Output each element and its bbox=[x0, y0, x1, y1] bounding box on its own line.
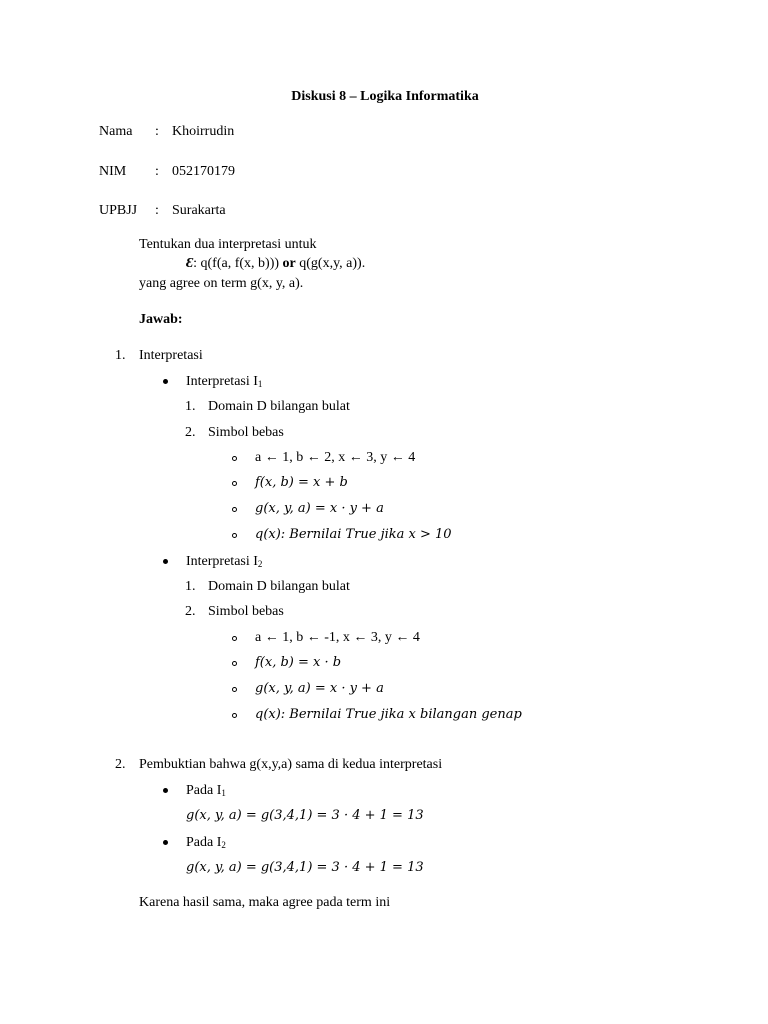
bullet-icon bbox=[163, 788, 168, 793]
interp2-label-text: Interpretasi I bbox=[186, 554, 258, 569]
interp1-sub1: a ← 1, b ← 2, x ← 3, y ← 4 bbox=[255, 450, 416, 465]
interp2-subscript: 2 bbox=[257, 559, 263, 569]
section1-number: 1. bbox=[115, 348, 126, 363]
pada2-equation: g(x, y, a) = g(3,4,1) = 3 · 4 + 1 = 13 bbox=[186, 860, 424, 875]
answer-label: Jawab: bbox=[139, 312, 183, 327]
circle-bullet-icon bbox=[232, 636, 237, 641]
circle-bullet-icon bbox=[232, 507, 237, 512]
circle-bullet-icon bbox=[232, 481, 237, 486]
formula-or: or bbox=[282, 256, 296, 271]
interp1-item1: Domain D bilangan bulat bbox=[208, 399, 350, 414]
nim-value: 052170179 bbox=[172, 164, 235, 179]
pada1-subscript: 1 bbox=[221, 788, 226, 798]
circle-bullet-icon bbox=[232, 661, 237, 666]
nama-label: Nama bbox=[99, 124, 133, 139]
interp1-item1-number: 1. bbox=[185, 399, 196, 414]
pada2-subscript: 2 bbox=[221, 840, 226, 850]
interp2-sub4: q(x): Bernilai True jika x bilangan genap bbox=[255, 707, 522, 722]
interp2-sub1: a ← 1, b ← -1, x ← 3, y ← 4 bbox=[255, 630, 420, 645]
formula-part2: q(g(x,y, a)). bbox=[295, 256, 366, 271]
circle-bullet-icon bbox=[232, 456, 237, 461]
question-formula bbox=[186, 255, 365, 273]
interp2-sub3: g(x, y, a) = x · y + a bbox=[255, 681, 384, 696]
upbjj-label: UPBJJ bbox=[99, 203, 138, 218]
interp2-item1: Domain D bilangan bulat bbox=[208, 579, 350, 594]
upbjj-colon: : bbox=[155, 203, 159, 218]
interp1-item2: Simbol bebas bbox=[208, 425, 284, 440]
page-title: Diskusi 8 – Logika Informatika bbox=[291, 89, 479, 104]
pada1-equation: g(x, y, a) = g(3,4,1) = 3 · 4 + 1 = 13 bbox=[186, 808, 424, 823]
interp2-item1-number: 1. bbox=[185, 579, 196, 594]
interp2-item2-number: 2. bbox=[185, 604, 196, 619]
interp1-label bbox=[186, 373, 262, 391]
bullet-icon bbox=[163, 840, 168, 845]
section1-title: Interpretasi bbox=[139, 348, 203, 363]
interp1-sub4: q(x): Bernilai True jika x > 10 bbox=[255, 527, 452, 542]
interp1-label-text: Interpretasi I bbox=[186, 374, 258, 389]
upbjj-value: Surakarta bbox=[172, 203, 226, 218]
interp2-item2: Simbol bebas bbox=[208, 604, 284, 619]
pada1-label bbox=[186, 782, 226, 800]
pada2-label bbox=[186, 834, 226, 852]
nama-value: Khoirrudin bbox=[172, 124, 235, 139]
nim-label: NIM bbox=[99, 164, 127, 179]
pada2-label-text: Pada I bbox=[186, 835, 222, 850]
formula-symbol: Ɛ bbox=[186, 256, 194, 271]
nim-colon: : bbox=[155, 164, 159, 179]
bullet-icon bbox=[163, 559, 168, 564]
question-line3: yang agree on term g(x, y, a). bbox=[139, 276, 304, 291]
circle-bullet-icon bbox=[232, 713, 237, 718]
circle-bullet-icon bbox=[232, 533, 237, 538]
section2-title: Pembuktian bahwa g(x,y,a) sama di kedua interpretasi bbox=[139, 757, 443, 772]
circle-bullet-icon bbox=[232, 687, 237, 692]
interp1-subscript: 1 bbox=[257, 379, 263, 389]
nama-colon: : bbox=[155, 124, 159, 139]
interp1-item2-number: 2. bbox=[185, 425, 196, 440]
interp1-sub2: f(x, b) = x + b bbox=[255, 475, 348, 490]
interp1-sub3: g(x, y, a) = x · y + a bbox=[255, 501, 384, 516]
interp2-label bbox=[186, 553, 262, 571]
formula-part1: : q(f(a, f(x, b))) bbox=[193, 256, 283, 271]
interp2-sub2: f(x, b) = x · b bbox=[255, 655, 342, 670]
conclusion: Karena hasil sama, maka agree pada term ini bbox=[139, 895, 391, 910]
question-line1: Tentukan dua interpretasi untuk bbox=[139, 237, 317, 252]
section2-number: 2. bbox=[115, 757, 126, 772]
bullet-icon bbox=[163, 379, 168, 384]
pada1-label-text: Pada I bbox=[186, 783, 222, 798]
